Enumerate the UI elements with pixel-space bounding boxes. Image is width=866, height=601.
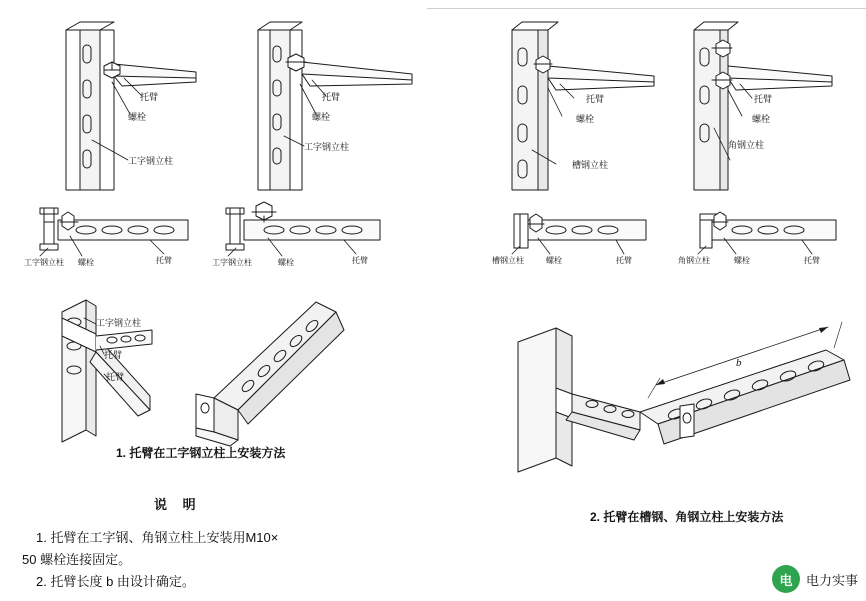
note-item-1b: 50 螺栓连接固定。 [22, 552, 132, 567]
view-9-geometry [512, 214, 646, 254]
view-10-geometry [698, 212, 836, 254]
figure-2-caption: 2. 托臂在槽钢、角钢立柱上安装方法 [590, 510, 784, 524]
label-view1-luoshuan: 螺栓 [128, 112, 147, 122]
label-view2-column: 工字钢立柱 [304, 142, 350, 152]
brand-logo-glyph: 电 [779, 572, 793, 588]
label-view3-column: 工字钢立柱 [24, 258, 64, 267]
note-item-2: 2. 托臂长度 b 由设计确定。 [36, 574, 195, 589]
view-2-geometry [258, 22, 412, 190]
view-11-geometry [518, 322, 850, 472]
view-8-geometry [694, 22, 832, 190]
figure-1-caption: 1. 托臂在工字钢立柱上安装方法 [116, 446, 286, 460]
label-view9-luoshuan: 螺栓 [546, 256, 562, 265]
label-view8-column: 角钢立柱 [728, 140, 765, 150]
label-view4-tuobi: 托臂 [352, 256, 368, 265]
label-view4-luoshuan: 螺栓 [278, 258, 294, 267]
brand-name: 电力实事 [805, 572, 858, 588]
notes-heading: 说 明 [154, 497, 202, 512]
label-view5-column: 工字钢立柱 [96, 318, 142, 328]
label-dimension-b: b [736, 357, 742, 369]
label-view10-column: 角钢立柱 [678, 256, 710, 265]
label-view4-column: 工字钢立柱 [212, 258, 252, 267]
label-view9-tuobi: 托臂 [616, 256, 632, 265]
note-item-1: 1. 托臂在工字钢、角钢立柱上安装用M10× [36, 530, 279, 545]
watermark-brand [772, 565, 858, 593]
label-view9-column: 槽钢立柱 [492, 256, 524, 265]
view-4-geometry [226, 202, 380, 256]
label-view1-tuobi: 托臂 [140, 92, 159, 102]
label-view2-luoshuan: 螺栓 [312, 112, 331, 122]
label-view7-luoshuan: 螺栓 [576, 114, 595, 124]
label-view8-tuobi: 托臂 [754, 94, 773, 104]
label-view1-column: 工字钢立柱 [128, 156, 174, 166]
brand-logo-icon [772, 565, 800, 593]
view-3-geometry [40, 208, 188, 256]
view-6-geometry [196, 302, 344, 446]
label-view2-tuobi: 托臂 [322, 92, 341, 102]
label-view5-tuobi2: 托臂 [106, 372, 125, 382]
label-view10-tuobi: 托臂 [804, 256, 820, 265]
label-view7-column: 槽钢立柱 [572, 160, 609, 170]
label-view3-luoshuan: 螺栓 [78, 258, 94, 267]
label-view3-tuobi: 托臂 [156, 256, 172, 265]
label-view5-tuobi: 托臂 [104, 350, 123, 360]
label-view8-luoshuan: 螺栓 [752, 114, 771, 124]
label-view7-tuobi: 托臂 [586, 94, 605, 104]
label-view10-luoshuan: 螺栓 [734, 256, 750, 265]
